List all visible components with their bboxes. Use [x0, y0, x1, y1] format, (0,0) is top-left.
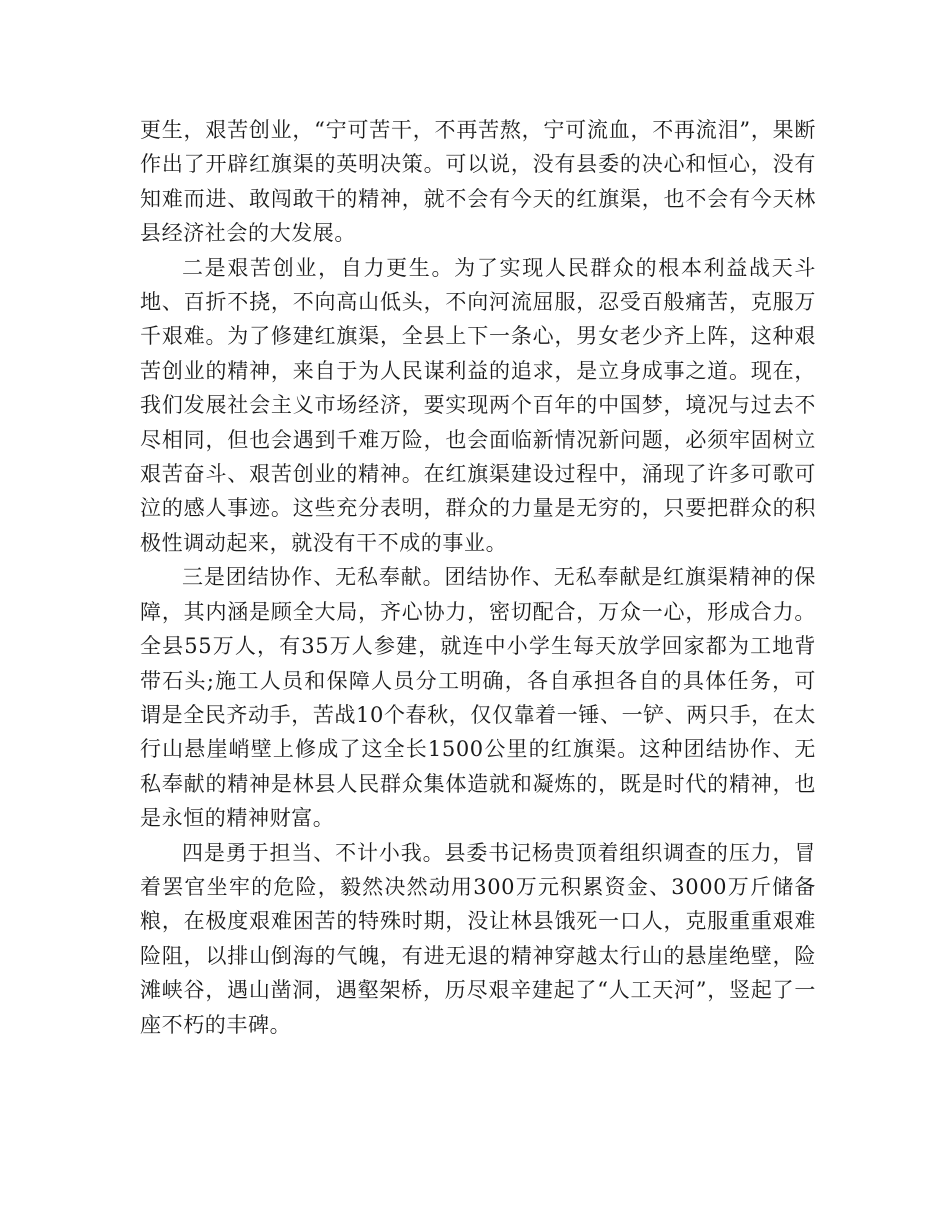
paragraph-1: 更生，艰苦创业，“宁可苦干，不再苦熬，宁可流血，不再流泪”，果断作出了开辟红旗渠的英明决策。可以说，没有县委的决心和恒心，没有知难而进、敢闯敢干的精神，就不会有今天的红旗渠，也不会有今天林县经济社会的大发展。	[140, 118, 816, 246]
paragraph-4: 四是勇于担当、不计小我。县委书记杨贵顶着组织调查的压力，冒着罢官坐牢的危险，毅然决然动用300万元积累资金、3000万斤储备粮，在极度艰难困苦的特殊时期，没让林县饿死一口人，克服重重艰难险阻，以排山倒海的气魄，有进无退的精神穿越太行山的悬崖绝壁，险滩峡谷，遇山凿洞，遇壑架桥，历尽艰辛建起了“人工天河”，竖起了一座不朽的丰碑。	[140, 840, 816, 1037]
document-page	[140, 113, 816, 1042]
paragraph-3: 三是团结协作、无私奉献。团结协作、无私奉献是红旗渠精神的保障，其内涵是顾全大局，齐心协力，密切配合，万众一心，形成合力。全县55万人，有35万人参建，就连中小学生每天放学回家都为工地背带石头;施工人员和保障人员分工明确，各自承担各自的具体任务，可谓是全民齐动手，苦战10个春秋，仅仅靠着一锤、一铲、两只手，在太行山悬崖峭壁上修成了这全长1500公里的红旗渠。这种团结协作、无私奉献的精神是林县人民群众集体造就和凝炼的，既是时代的精神，也是永恒的精神财富。	[140, 565, 816, 831]
paragraph-2: 二是艰苦创业，自力更生。为了实现人民群众的根本利益战天斗地、百折不挠，不向高山低头，不向河流屈服，忍受百般痛苦，克服万千艰难。为了修建红旗渠，全县上下一条心，男女老少齐上阵，这种艰苦创业的精神，来自于为人民谋利益的追求，是立身成事之道。现在，我们发展社会主义市场经济，要实现两个百年的中国梦，境况与过去不尽相同，但也会遇到千难万险，也会面临新情况新问题，必须牢固树立艰苦奋斗、艰苦创业的精神。在红旗渠建设过程中，涌现了许多可歌可泣的感人事迹。这些充分表明，群众的力量是无穷的，只要把群众的积极性调动起来，就没有干不成的事业。	[140, 255, 816, 555]
